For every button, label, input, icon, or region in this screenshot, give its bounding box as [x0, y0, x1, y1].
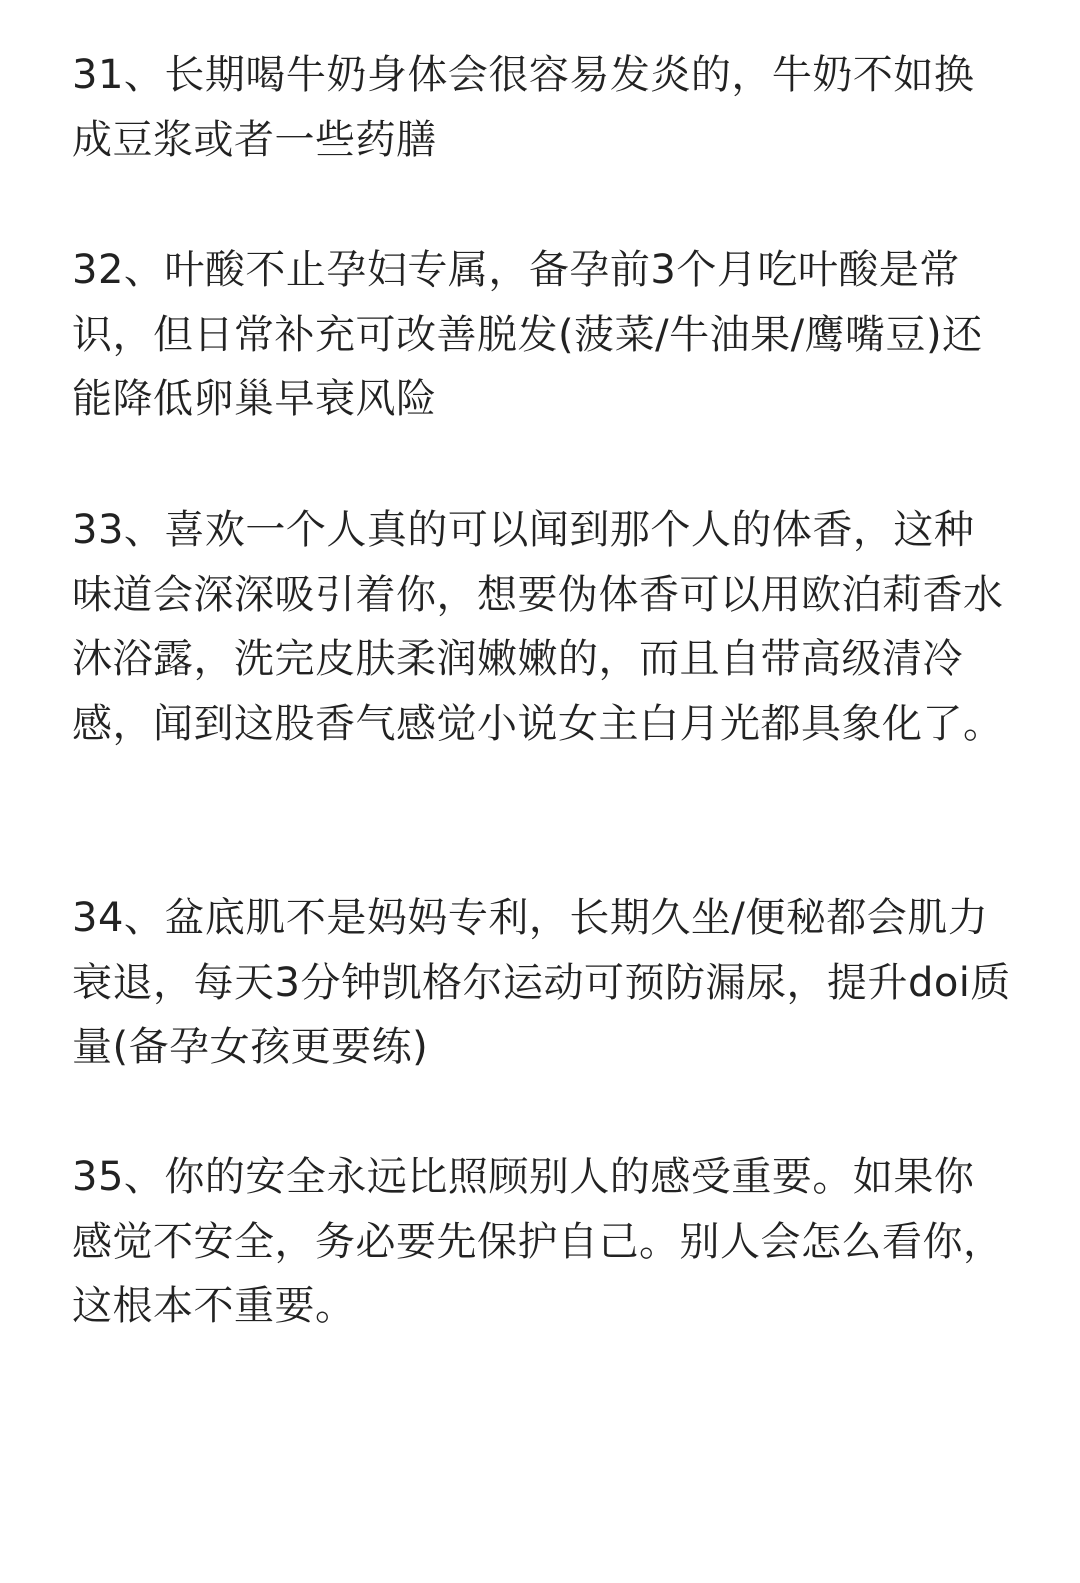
tip-31: 31、长期喝牛奶身体会很容易发炎的，牛奶不如换成豆浆或者一些药膳 [72, 52, 975, 163]
tip-32: 32、叶酸不止孕妇专属，备孕前3个月吃叶酸是常识，但日常补充可改善脱发(菠菜/牛油果/鹰嘴豆)还能降低卵巢早衰风险 [72, 247, 983, 422]
tip-35: 35、你的安全永远比照顾别人的感受重要。如果你感觉不安全，务必要先保护自己。别人会怎么看你，这根本不重要。 [72, 1154, 1004, 1329]
tip-34: 34、盆底肌不是妈妈专利，长期久坐/便秘都会肌力衰退，每天3分钟凯格尔运动可预防漏尿，提升doi质量(备孕女孩更要练) [72, 895, 1011, 1070]
tip-33: 33、喜欢一个人真的可以闻到那个人的体香，这种味道会深深吸引着你，想要伪体香可以用欧泊莉香水沐浴露，洗完皮肤柔润嫩嫩的，而且自带高级清冷感，闻到这股香气感觉小说女主白月光都具象化了。 [72, 507, 1004, 747]
